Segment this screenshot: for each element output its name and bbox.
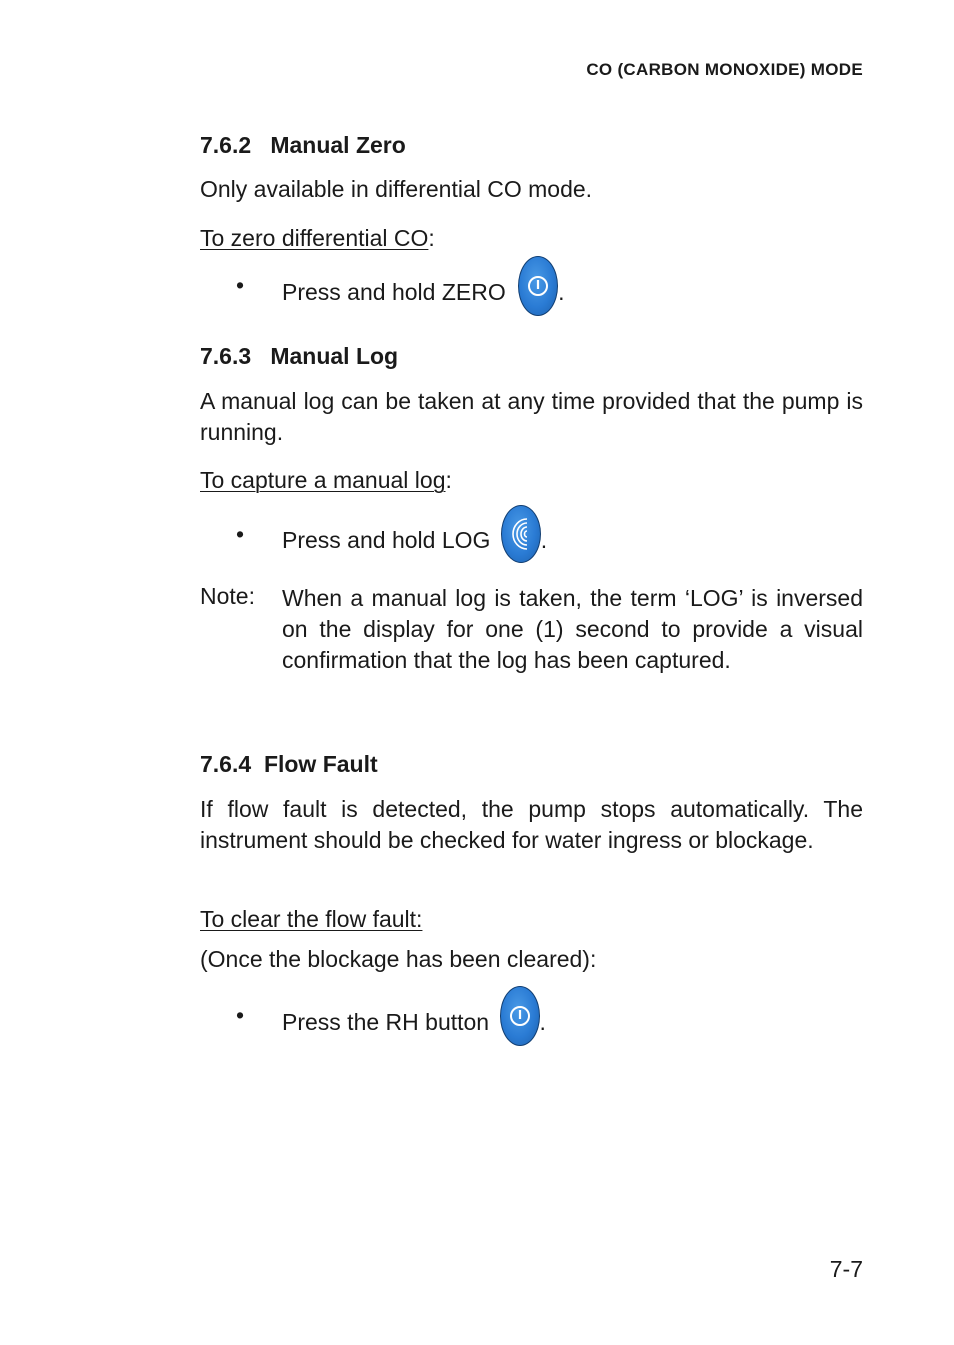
bullet-text: Press the RH button: [282, 1009, 490, 1036]
bullet-marker: •: [236, 272, 245, 298]
bullet-item: [200, 521, 863, 581]
page-number: 7-7: [829, 1256, 863, 1282]
section-number: 7.6.3: [200, 343, 252, 369]
bullet-marker: •: [236, 521, 245, 547]
instruction-suffix: :: [428, 225, 435, 251]
instruction-label: To clear the flow fault:: [200, 906, 423, 932]
section-title: Manual Log: [270, 343, 399, 369]
section-title: Manual Zero: [270, 132, 406, 158]
note-label: Note:: [200, 583, 255, 609]
instruction-label: To capture a manual log: [200, 467, 446, 493]
instruction-line: [200, 223, 863, 254]
running-header: CO (CARBON MONOXIDE) MODE: [586, 60, 863, 79]
section-number: 7.6.2: [200, 132, 252, 158]
section-number: 7.6.4: [200, 751, 252, 777]
instruction-label: To zero differential CO: [200, 225, 429, 251]
bullet-item: [200, 1002, 863, 1062]
bullet-end: .: [558, 279, 565, 306]
note-text: When a manual log is taken, the term ‘LOG’ is inversed on the display for one (1) second to provide a visual confirmation that the log has been captured.: [282, 585, 863, 673]
bullet-text-row: [282, 1002, 546, 1046]
section-heading-manual-log: [200, 343, 398, 370]
section-heading-flow-fault: [200, 751, 378, 778]
bullet-text-row: [282, 272, 565, 316]
instruction-suffix: :: [445, 467, 452, 493]
bullet-text: Press and hold ZERO: [282, 279, 506, 306]
instruction-sub: (Once the blockage has been cleared):: [200, 946, 597, 972]
section-paragraph: Only available in differential CO mode.: [200, 176, 593, 202]
section-paragraph: If flow fault is detected, the pump stops automatically. The instrument should be checked for water ingress or blockage.: [200, 796, 863, 853]
instruction-line: [200, 465, 863, 496]
bullet-marker: •: [236, 1002, 245, 1028]
bullet-end: .: [540, 527, 548, 554]
bullet-text: Press and hold LOG: [282, 527, 491, 554]
power-button-icon: [500, 986, 540, 1046]
instruction-line: [200, 904, 863, 935]
bullet-text-row: [282, 521, 547, 563]
section-heading-manual-zero: [200, 132, 406, 159]
bullet-item: [200, 272, 863, 332]
power-button-icon: [518, 256, 558, 316]
bullet-end: .: [539, 1009, 546, 1036]
section-paragraph: A manual log can be taken at any time provided that the pump is running.: [200, 388, 863, 445]
section-title: Flow Fault: [263, 751, 378, 777]
log-button-icon: [501, 505, 541, 563]
